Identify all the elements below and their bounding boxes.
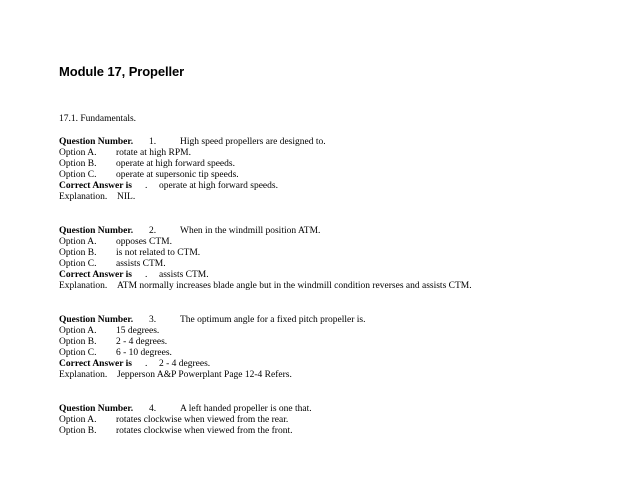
question-number: 2.	[149, 226, 157, 236]
option-text: opposes CTM.	[116, 237, 172, 247]
answer-label: Correct Answer is	[59, 181, 132, 191]
option-text: rotates clockwise when viewed from the rear.	[116, 415, 289, 425]
option-text: 6 - 10 degrees.	[116, 348, 172, 358]
question-block-4	[59, 404, 312, 437]
answer-separator: .	[145, 270, 148, 280]
answer-text: assists CTM.	[159, 270, 209, 280]
page-title: Module 17, Propeller	[59, 64, 185, 79]
option-label: Option B.	[59, 159, 97, 169]
question-line	[59, 226, 472, 237]
correct-answer	[59, 359, 365, 370]
correct-answer	[59, 270, 472, 281]
option-text: rotates clockwise when viewed from the front.	[116, 426, 293, 436]
question-label: Question Number.	[59, 404, 134, 414]
question-label: Question Number.	[59, 137, 134, 147]
option-label: Option C.	[59, 259, 97, 269]
question-block-1	[59, 137, 326, 203]
option-label: Option A.	[59, 326, 97, 336]
option-text: operate at supersonic tip speeds.	[116, 170, 239, 180]
explanation-label: Explanation.	[59, 192, 108, 202]
option-a	[59, 326, 365, 337]
question-text: A left handed propeller is one that.	[180, 404, 312, 414]
explanation-label: Explanation.	[59, 370, 108, 380]
option-c	[59, 348, 365, 359]
question-text: When in the windmill position ATM.	[180, 226, 321, 236]
question-block-2	[59, 226, 472, 292]
option-label: Option C.	[59, 348, 97, 358]
question-number: 1.	[149, 137, 157, 147]
explanation	[59, 281, 472, 292]
option-a	[59, 237, 472, 248]
answer-separator: .	[145, 359, 148, 369]
section-heading: 17.1. Fundamentals.	[59, 114, 137, 124]
question-number: 4.	[149, 404, 157, 414]
option-text: operate at high forward speeds.	[116, 159, 235, 169]
option-text: is not related to CTM.	[116, 248, 201, 258]
correct-answer	[59, 181, 326, 192]
option-label: Option B.	[59, 426, 97, 436]
question-line	[59, 404, 312, 415]
option-c	[59, 170, 326, 181]
option-label: Option C.	[59, 170, 97, 180]
explanation-text: Jepperson A&P Powerplant Page 12-4 Refers.	[117, 370, 292, 380]
question-text: High speed propellers are designed to.	[180, 137, 326, 147]
answer-label: Correct Answer is	[59, 359, 132, 369]
answer-text: 2 - 4 degrees.	[159, 359, 211, 369]
option-c	[59, 259, 472, 270]
option-b	[59, 159, 326, 170]
option-text: assists CTM.	[116, 259, 166, 269]
question-text: The optimum angle for a fixed pitch propeller is.	[180, 315, 366, 325]
option-text: 2 - 4 degrees.	[116, 337, 168, 347]
explanation	[59, 192, 326, 203]
option-text: 15 degrees.	[116, 326, 160, 336]
question-line	[59, 315, 365, 326]
question-label: Question Number.	[59, 226, 134, 236]
option-b	[59, 248, 472, 259]
option-label: Option B.	[59, 337, 97, 347]
option-b	[59, 337, 365, 348]
question-label: Question Number.	[59, 315, 134, 325]
question-line	[59, 137, 326, 148]
option-a	[59, 148, 326, 159]
question-number: 3.	[149, 315, 157, 325]
question-block-3	[59, 315, 365, 381]
explanation-label: Explanation.	[59, 281, 108, 291]
option-label: Option A.	[59, 148, 97, 158]
option-a	[59, 415, 312, 426]
explanation-text: NIL.	[117, 192, 136, 202]
option-label: Option A.	[59, 415, 97, 425]
option-label: Option B.	[59, 248, 97, 258]
answer-label: Correct Answer is	[59, 270, 132, 280]
answer-text: operate at high forward speeds.	[159, 181, 278, 191]
option-b	[59, 426, 312, 437]
option-label: Option A.	[59, 237, 97, 247]
explanation	[59, 370, 365, 381]
answer-separator: .	[145, 181, 148, 191]
explanation-text: ATM normally increases blade angle but in the windmill condition reverses and assists CTM.	[117, 281, 472, 291]
option-text: rotate at high RPM.	[116, 148, 191, 158]
